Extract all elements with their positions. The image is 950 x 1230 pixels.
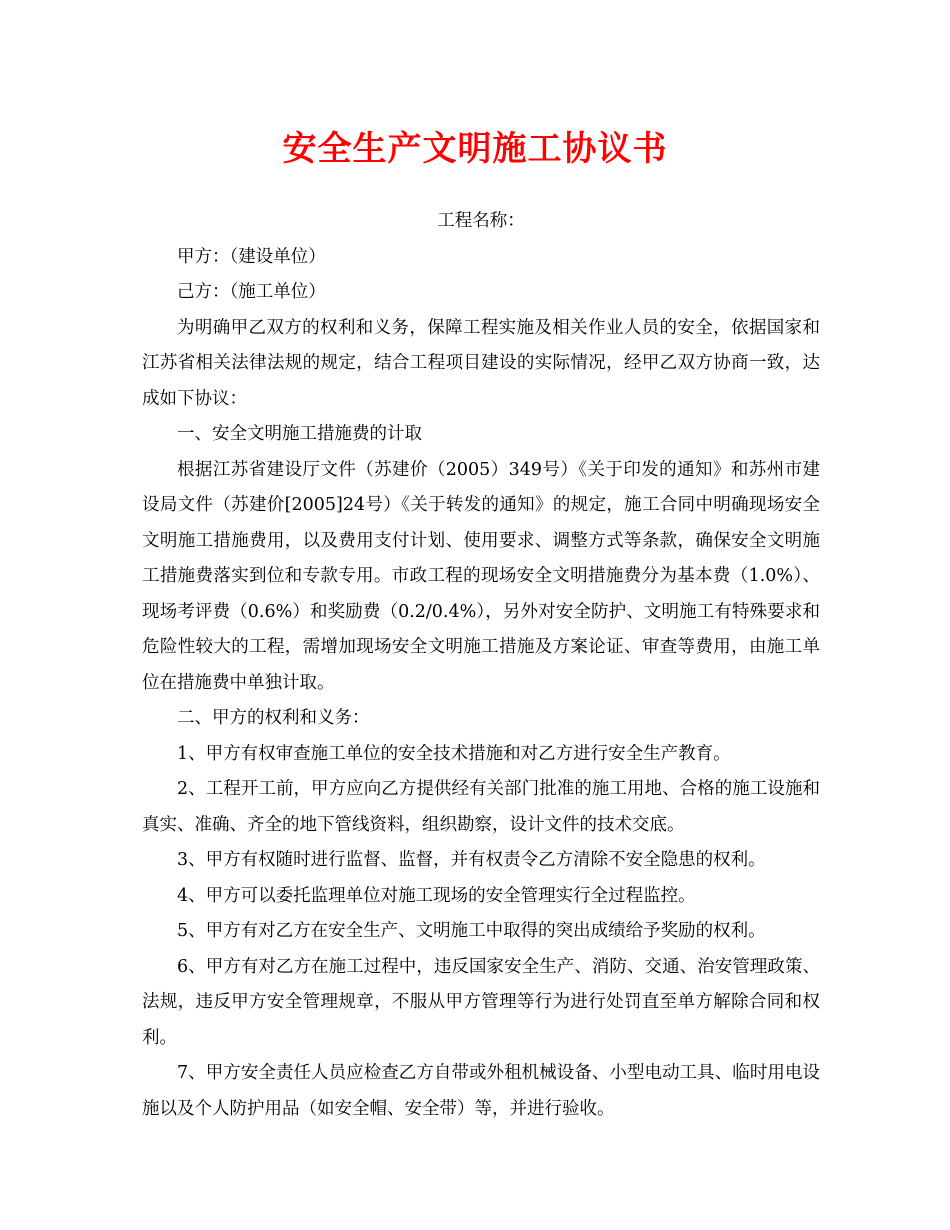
list-item: 6、甲方有对乙方在施工过程中，违反国家安全生产、消防、交通、治安管理政策、法规，违反甲方安全管理规章，不服从甲方管理等行为进行处罚直至单方解除合同和权利。 (142, 956, 820, 1048)
section-2-heading: 二、甲方的权利和义务： (177, 708, 370, 728)
document-title: 安全生产文明施工协议书 (282, 129, 668, 169)
party-b-line: 己方：（施工单位） (177, 282, 326, 302)
section-1-heading: 一、安全文明施工措施费的计取 (177, 424, 422, 444)
list-item: 4、甲方可以委托监理单位对施工现场的安全管理实行全过程监控。 (177, 885, 696, 906)
list-item: 1、甲方有权审查施工单位的安全技术措施和对乙方进行安全生产教育。 (177, 743, 731, 764)
document-body (142, 204, 820, 1127)
list-item: 3、甲方有权随时进行监督、监督，并有权责令乙方清除不安全隐患的权利。 (177, 850, 766, 870)
party-a-line: 甲方：（建设单位） (177, 246, 326, 267)
section-1-paragraph: 根据江苏省建设厅文件（苏建价（2005）349号）《关于印发的通知》和苏州市建设局文件（苏建价[2005]24号）《关于转发的通知》的规定，施工合同中明确现场安全文明施工措施费用，以及费用支付计划、使用要求、调整方式等条款，确保安全文明施工措施费落实到位和专款专用。市政工程的现场安全文明措施费分为基本费（1.0%）、现场考评费（0.6%）和奖励费（0.2/0.4%），另外对安全防护、文明施工有特殊要求和危险性较大的工程，需增加现场安全文明施工措施及方案论证、审查等费用，由施工单位在措施费中单独计取。 (142, 459, 820, 693)
project-name-label: 工程名称： (437, 211, 525, 231)
list-item: 5、甲方有对乙方在安全生产、文明施工中取得的突出成绩给予奖励的权利。 (177, 921, 766, 941)
list-item: 2、工程开工前，甲方应向乙方提供经有关部门批准的施工用地、合格的施工设施和真实、准确、齐全的地下管线资料，组织勘察，设计文件的技术交底。 (142, 779, 820, 835)
list-item: 7、甲方安全责任人员应检查乙方自带或外租机械设备、小型电动工具、临时用电设施以及个人防护用品（如安全帽、安全带）等，并进行验收。 (142, 1063, 820, 1119)
preamble-paragraph: 为明确甲乙双方的权利和义务，保障工程实施及相关作业人员的安全，依据国家和江苏省相关法律法规的规定，结合工程项目建设的实际情况，经甲乙双方协商一致，达成如下协议： (142, 317, 820, 409)
